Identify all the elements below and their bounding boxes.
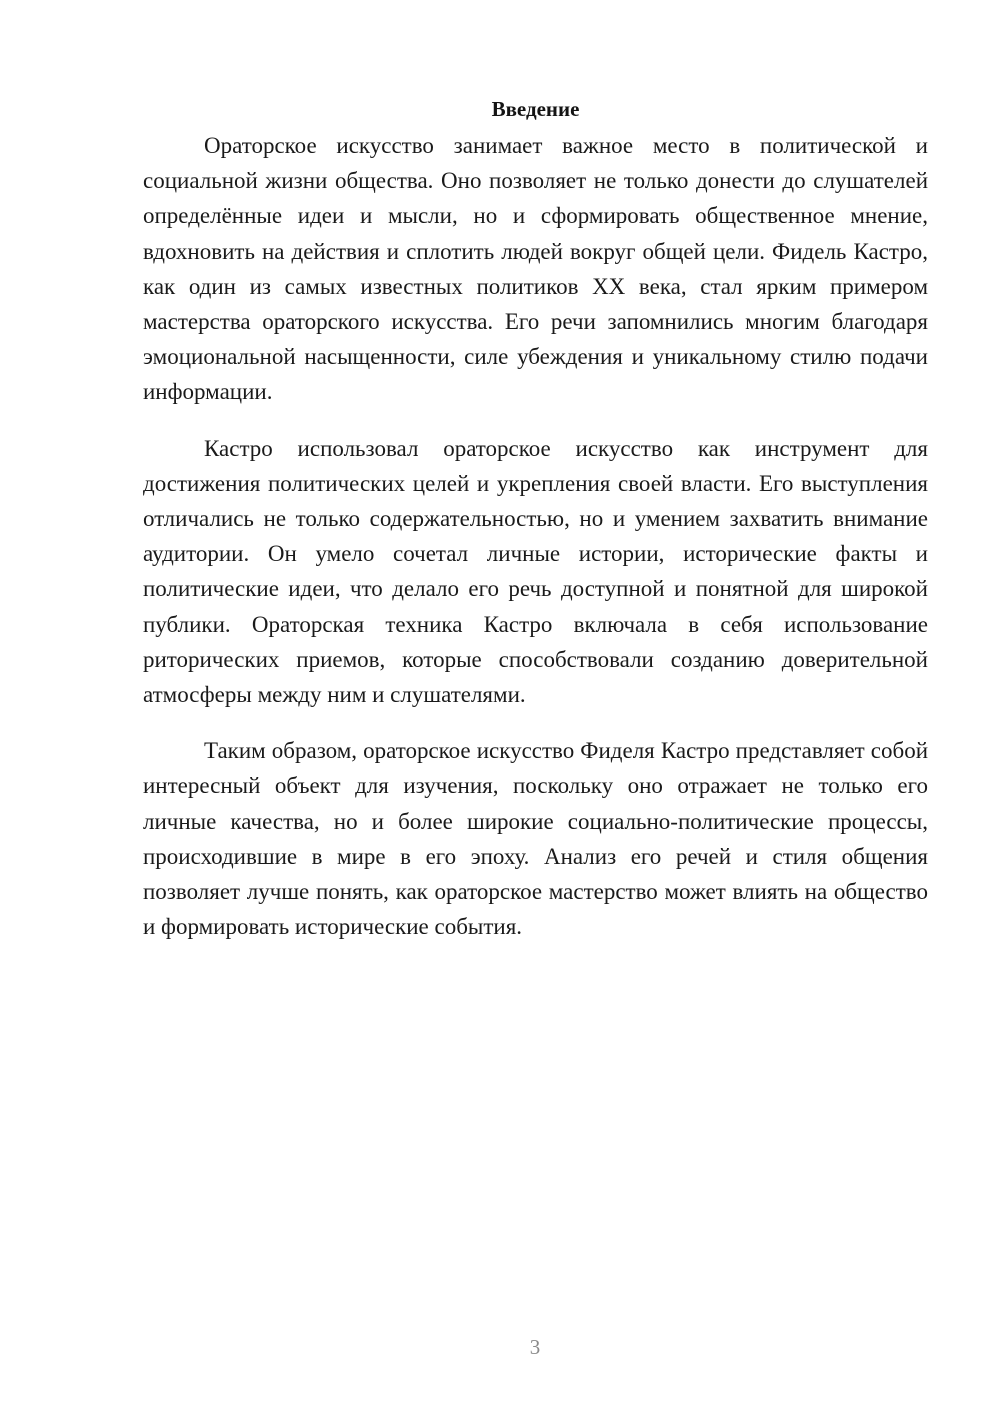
paragraph-3: Таким образом, ораторское искусство Фиделя Кастро представляет собой интересный объект для изучения, поскольку оно отражает не только его личные качества, но и более широкие социально-политические процессы, происходившие в мире в его эпоху. Анализ его речей и стиля общения позволяет лучше понять, как ораторское мастерство может влиять на общество и формировать исторические события.: [143, 738, 928, 940]
section-title: Введение: [491, 97, 580, 121]
paragraph-1: Ораторское искусство занимает важное место в политической и социальной жизни общества. Оно позволяет не только донести до слушателей определённые идеи и мысли, но и сформировать общественное мнение, вдохновить на действия и сплотить людей вокруг общей цели. Фидель Кастро, как один из самых известных политиков XX века, стал ярким примером мастерства ораторского искусства. Его речи запомнились многим благодаря эмоциональной насыщенности, силе убеждения и уникальному стилю подачи информации.: [143, 133, 928, 405]
page-content: [143, 94, 928, 965]
page-number: 3: [529, 1335, 541, 1359]
paragraph-2: Кастро использовал ораторское искусство как инструмент для достижения политических целей и укрепления своей власти. Его выступления отличались не только содержательностью, но и умением захватить внимание аудитории. Он умело сочетал личные истории, исторические факты и политические идеи, что делало его речь доступной и понятной для широкой публики. Ораторская техника Кастро включала в себя использование риторических приемов, которые способствовали созданию доверительной атмосферы между ним и слушателями.: [143, 435, 928, 708]
